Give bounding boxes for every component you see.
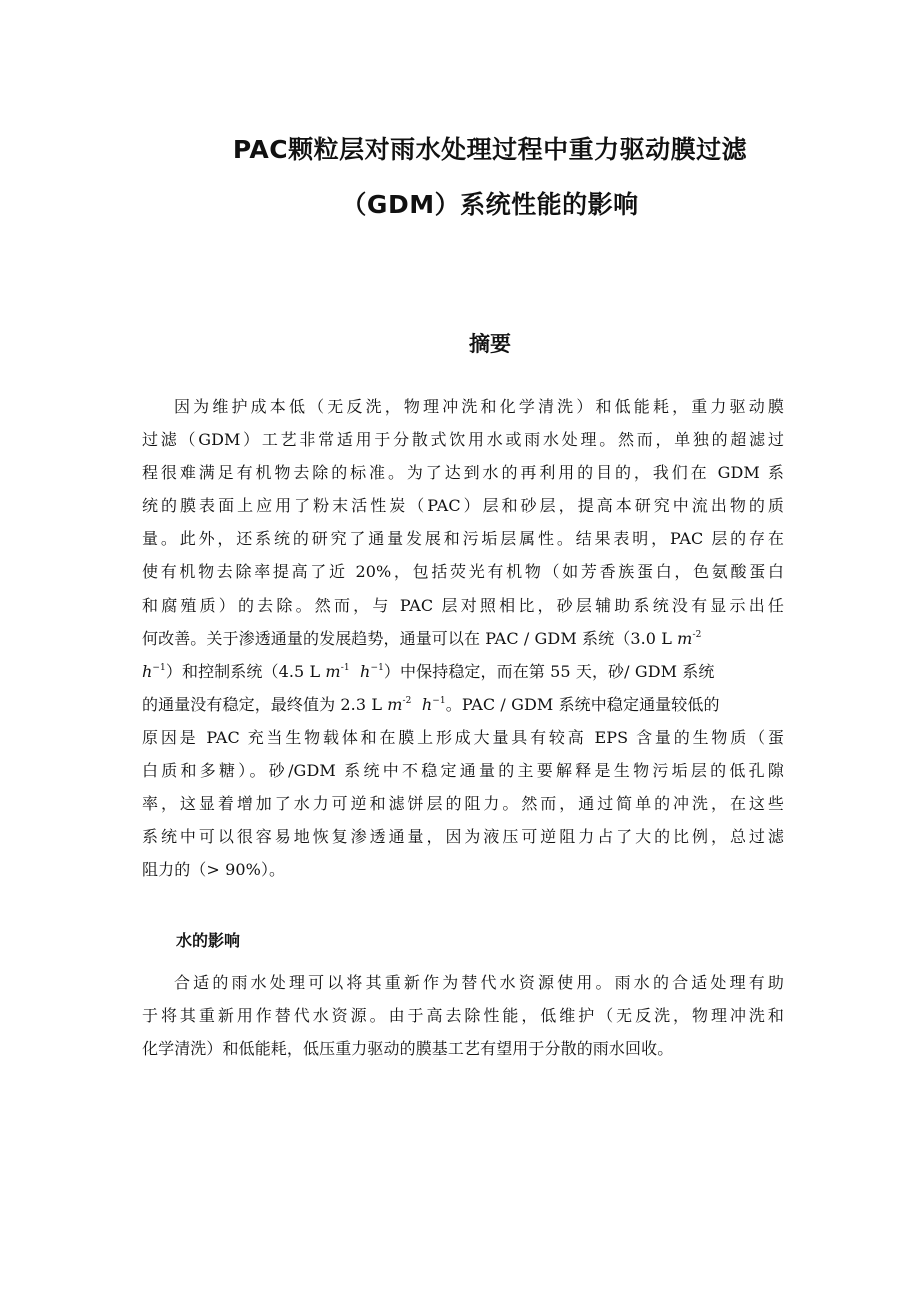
- exponent: -2: [402, 695, 412, 706]
- section-paragraph: [142, 966, 784, 1065]
- abstract-line: 率，这显着增加了水力可逆和滤饼层的阻力。然而，通过简单的冲洗，在这些: [142, 794, 784, 814]
- abstract-line: 使有机物去除率提高了近 20%，包括荧光有机物（如芳香族蛋白，色氨酸蛋白: [142, 562, 784, 582]
- abstract-line: 和腐殖质）的去除。然而，与 PAC 层对照相比，砂层辅助系统没有显示出任: [142, 595, 784, 615]
- unit-h: h: [360, 661, 371, 681]
- abstract-line-text: 。PAC / GDM 系统中稳定通量较低的: [445, 694, 720, 714]
- unit-h: h: [421, 694, 433, 714]
- abstract-line: [142, 655, 784, 688]
- exponent: -1: [340, 662, 350, 673]
- abstract-line-text: ）中保持稳定，而在第 55 天，砂/ GDM 系统: [383, 661, 715, 681]
- section-heading: 水的影响: [176, 931, 241, 950]
- exponent: −1: [370, 662, 384, 673]
- exponent: −1: [432, 695, 446, 706]
- unit-h: h: [142, 661, 153, 681]
- abstract-line: 白质和多糖）。砂/GDM 系统中不稳定通量的主要解释是生物污垢层的低孔隙: [142, 761, 784, 781]
- abstract-line: 阻力的（> 90%）。: [142, 860, 286, 880]
- exponent: -2: [692, 629, 702, 640]
- unit-m: m: [387, 694, 403, 714]
- abstract-paragraph: [142, 390, 784, 886]
- abstract-line: 因为维护成本低（无反洗，物理冲洗和化学清洗）和低能耗，重力驱动膜: [174, 397, 784, 416]
- abstract-line: 原因是 PAC 充当生物载体和在膜上形成大量具有较高 EPS 含量的生物质（蛋: [142, 727, 784, 747]
- section-line: 于将其重新用作替代水资源。由于高去除性能，低维护（无反洗，物理冲洗和: [142, 1006, 784, 1026]
- abstract-line-text: 何改善。关于渗透通量的发展趋势，通量可以在 PAC / GDM 系统（3.0 L: [142, 628, 678, 648]
- abstract-line: [142, 688, 784, 721]
- unit-m: m: [325, 661, 341, 681]
- abstract-line: [142, 622, 784, 655]
- abstract-line-text: 的通量没有稳定，最终值为 2.3 L: [142, 694, 388, 714]
- exponent: −1: [152, 662, 166, 673]
- section-line: 化学清洗）和低能耗，低压重力驱动的膜基工艺有望用于分散的雨水回收。: [142, 1039, 674, 1059]
- section-line: 合适的雨水处理可以将其重新作为替代水资源使用。雨水的合适处理有助: [174, 973, 784, 992]
- unit-m: m: [677, 628, 693, 648]
- abstract-line: 量。此外，还系统的研究了通量发展和污垢层属性。结果表明，PAC 层的存在: [142, 529, 784, 549]
- abstract-line: 统的膜表面上应用了粉末活性炭（PAC）层和砂层，提高本研究中流出物的质: [142, 496, 784, 516]
- abstract-heading: 摘要: [469, 332, 511, 356]
- abstract-line-text: ）和控制系统（4.5 L: [165, 661, 326, 681]
- abstract-line: 程很难满足有机物去除的标准。为了达到水的再利用的目的，我们在 GDM 系: [142, 463, 784, 483]
- paper-title-line-2: （GDM）系统性能的影响: [341, 190, 639, 219]
- abstract-line: 系统中可以很容易地恢复渗透通量，因为液压可逆阻力占了大的比例，总过滤: [142, 827, 784, 847]
- paper-title-line-1: PAC颗粒层对雨水处理过程中重力驱动膜过滤: [232, 135, 748, 164]
- abstract-line: 过滤（GDM）工艺非常适用于分散式饮用水或雨水处理。然而，单独的超滤过: [142, 430, 784, 450]
